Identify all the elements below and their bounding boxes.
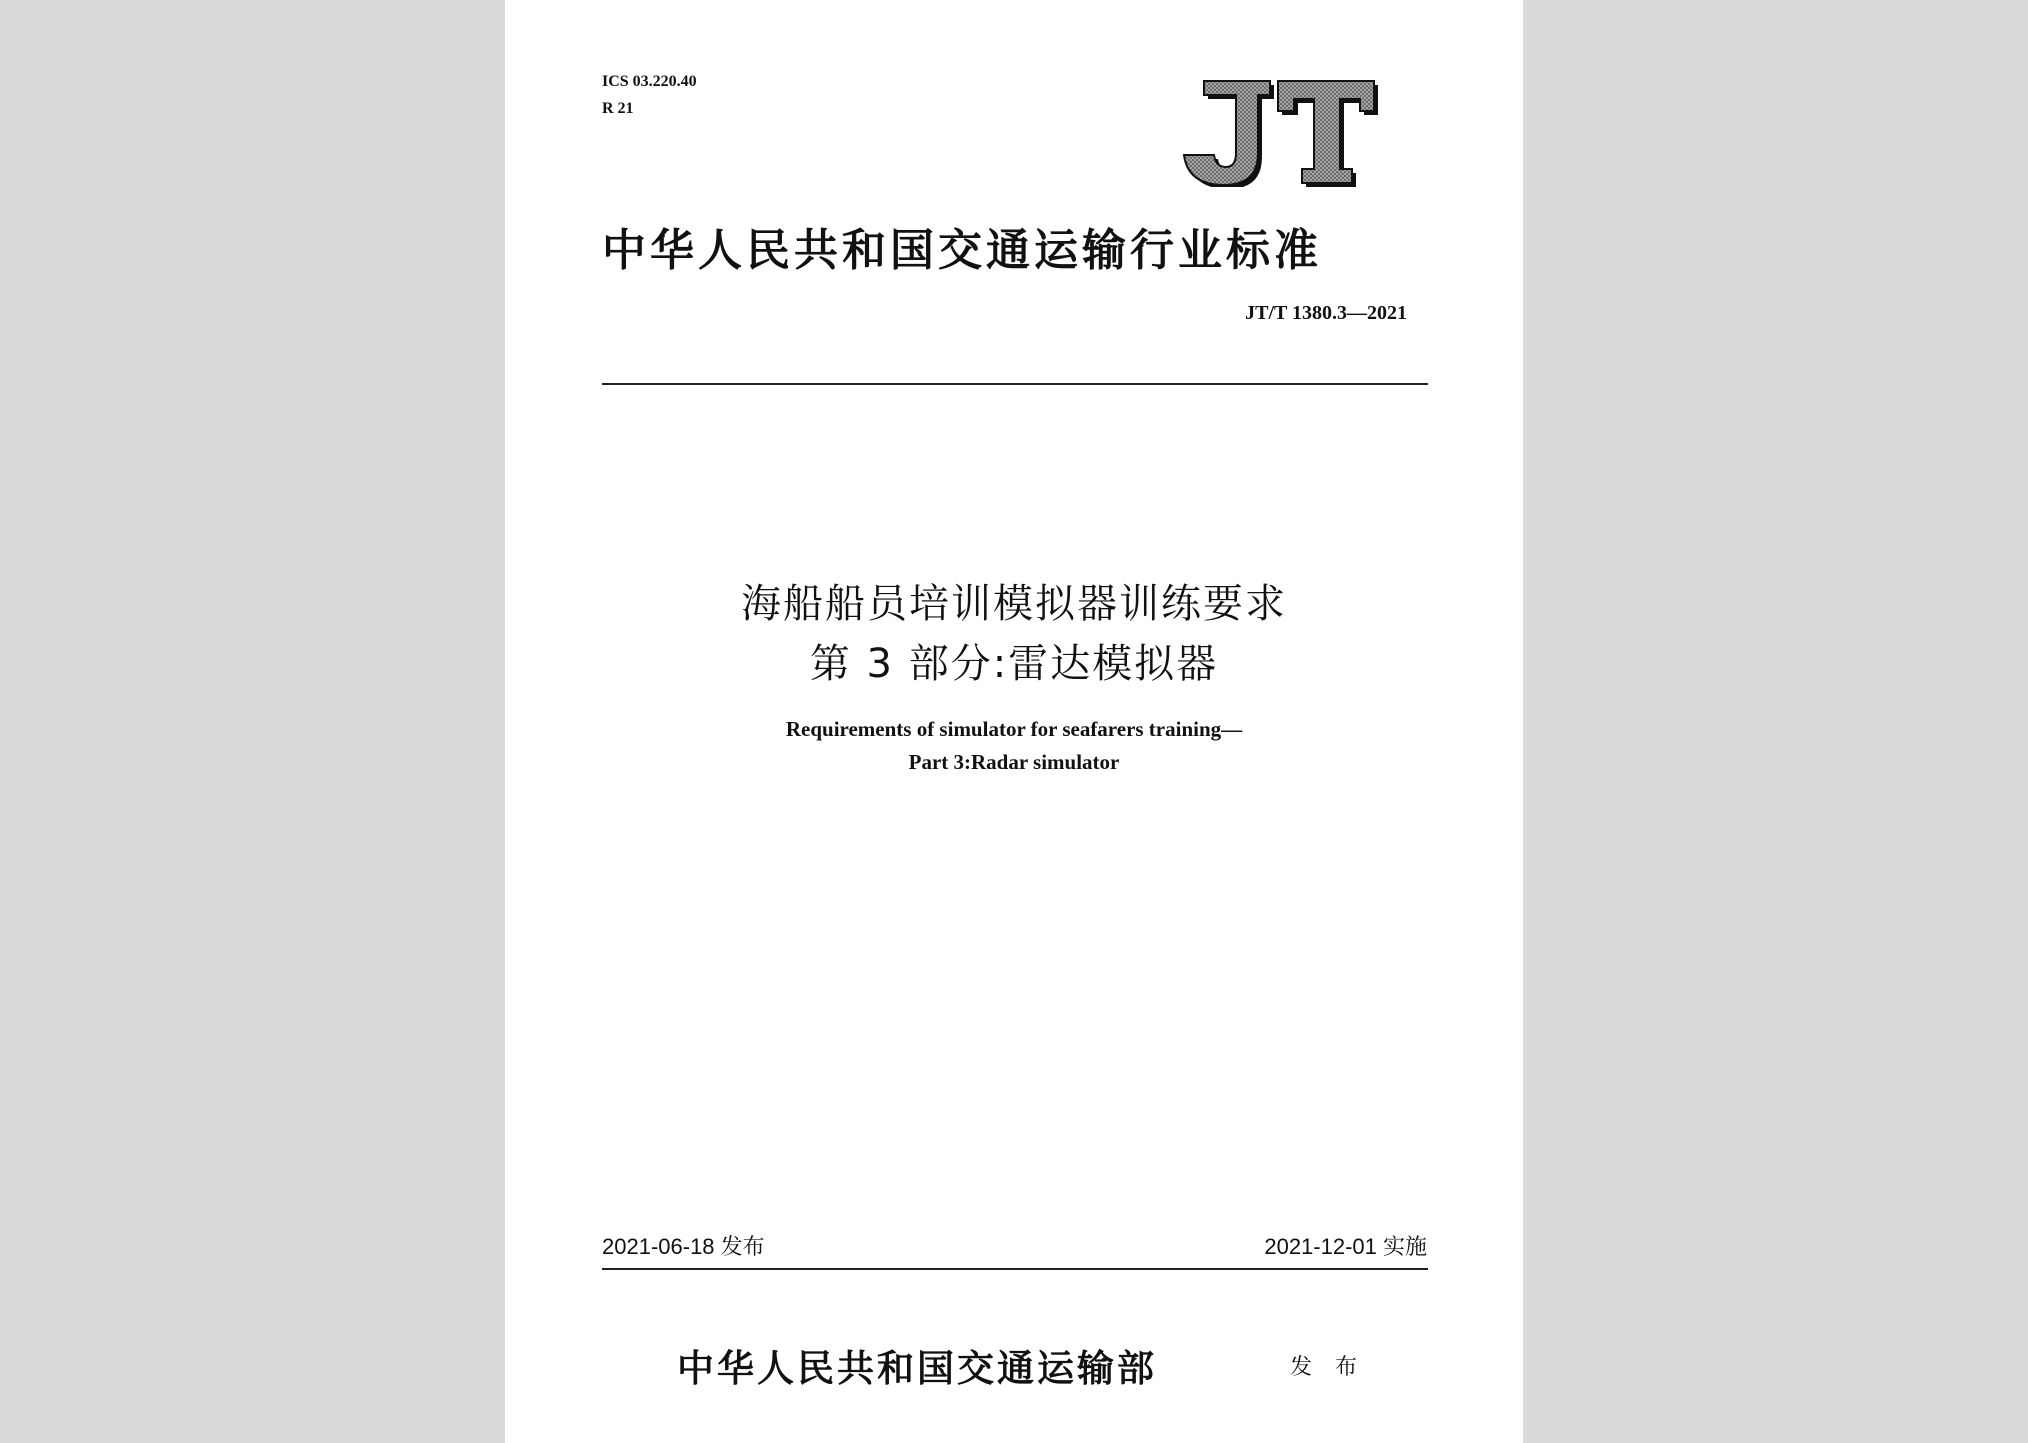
title-english-line1: Requirements of simulator for seafarers training—: [785, 717, 1243, 741]
classification-codes: [602, 68, 697, 122]
industry-standard-title: 中华人民共和国交通运输行业标准: [602, 225, 1322, 276]
standard-number: JT/T 1380.3—2021: [1245, 302, 1407, 324]
bottom-divider: [602, 1268, 1428, 1270]
jt-logo: [1174, 75, 1379, 187]
title-chinese-line2: 第 3 部分:雷达模拟器: [809, 641, 1219, 687]
top-divider: [602, 383, 1428, 385]
publish-label: 发 布: [1290, 1355, 1365, 1380]
ics-code: ICS 03.220.40: [602, 73, 697, 90]
title-chinese-line1: 海船船员培训模拟器训练要求: [741, 581, 1287, 627]
implementation-date: 2021-12-01 实施: [1264, 1234, 1427, 1259]
document-page: [505, 0, 1523, 1443]
issue-date: 2021-06-18 发布: [602, 1234, 765, 1259]
ccs-code: R 21: [602, 100, 634, 117]
title-english-line2: Part 3:Radar simulator: [908, 750, 1120, 774]
publisher-name: 中华人民共和国交通运输部: [677, 1346, 1157, 1390]
